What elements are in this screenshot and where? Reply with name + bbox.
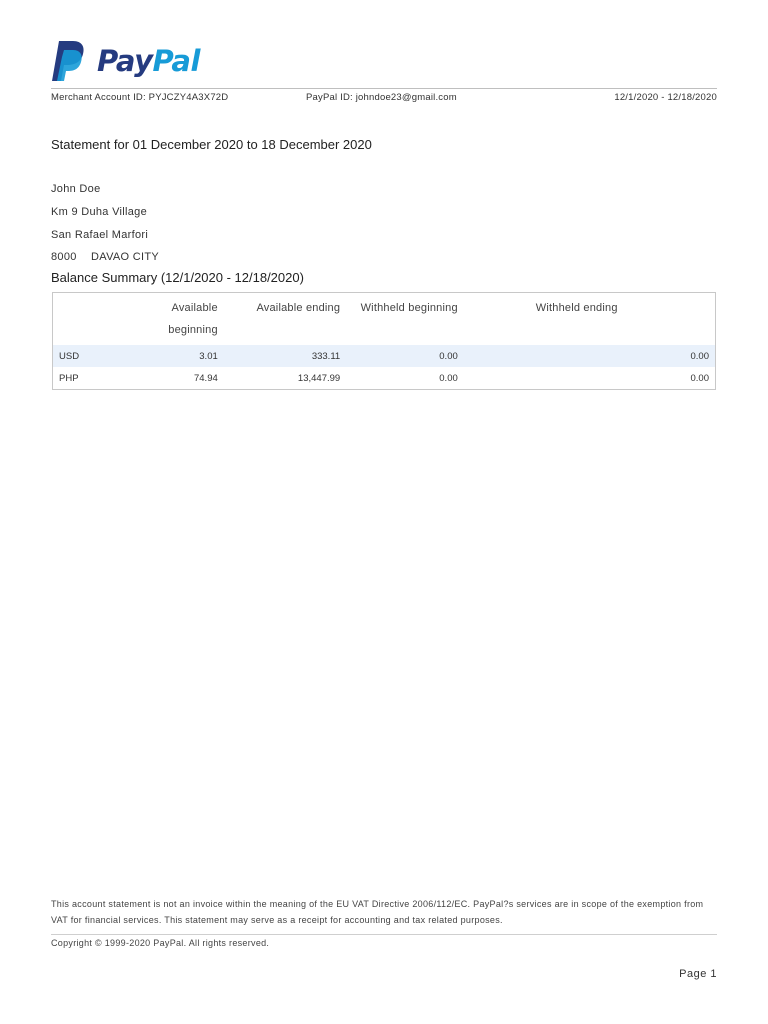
merchant-account-id: Merchant Account ID: PYJCZY4A3X72D	[51, 92, 229, 103]
value-cell: 13,447.99	[297, 372, 341, 384]
value-cell: 0.00	[458, 345, 716, 367]
value-cell: 74.94	[193, 372, 218, 384]
column-header-withheld-beginning: Withheld beginning	[360, 302, 458, 314]
column-header-available-ending: Available ending	[256, 302, 341, 314]
vat-disclaimer: This account statement is not an invoice within the meaning of the EU VAT Directive 2006/112/EC. PayPal?s services are in scope of the exemption from VAT for financial services. This statement may serve as a receipt for accounting and tax related purposes.	[51, 899, 704, 925]
address-city: DAVAO CITY	[91, 251, 159, 264]
value-cell: 3.01	[121, 345, 218, 367]
value-cell: 0.00	[340, 345, 458, 367]
address-name: John Doe	[51, 183, 101, 195]
table-row	[53, 345, 716, 367]
currency-cell: PHP	[59, 372, 79, 384]
paypal-logo	[51, 40, 200, 82]
page-number: Page 1	[679, 968, 717, 980]
value-cell: 0.00	[690, 372, 709, 384]
address-city-line	[51, 246, 159, 269]
value-cell: 0.00	[439, 372, 458, 384]
header-divider	[51, 88, 717, 89]
table-header-row	[53, 293, 716, 346]
value-cell: 333.11	[218, 345, 340, 367]
table-row	[53, 367, 716, 390]
balance-summary-table	[52, 292, 716, 390]
footer-divider	[51, 934, 717, 935]
address-line-2: San Rafael Marfori	[51, 228, 149, 241]
column-header-currency	[53, 293, 121, 346]
currency-cell: USD	[53, 345, 121, 367]
paypal-p-icon	[51, 40, 87, 82]
paypal-id: PayPal ID: johndoe23@gmail.com	[306, 92, 457, 103]
mailing-address	[51, 178, 159, 269]
column-header-available-beginning: Available beginning	[168, 302, 218, 336]
address-line-1: Km 9 Duha Village	[51, 205, 148, 218]
statement-title: Statement for 01 December 2020 to 18 December 2020	[51, 137, 372, 152]
address-postal-code: 8000	[51, 251, 77, 264]
balance-summary-title: Balance Summary (12/1/2020 - 12/18/2020)	[51, 270, 304, 285]
header-date-range: 12/1/2020 - 12/18/2020	[614, 92, 717, 103]
paypal-wordmark: PayPal	[97, 44, 200, 78]
copyright-notice: Copyright © 1999-2020 PayPal. All rights reserved.	[51, 938, 270, 948]
column-header-withheld-ending: Withheld ending	[535, 302, 618, 314]
